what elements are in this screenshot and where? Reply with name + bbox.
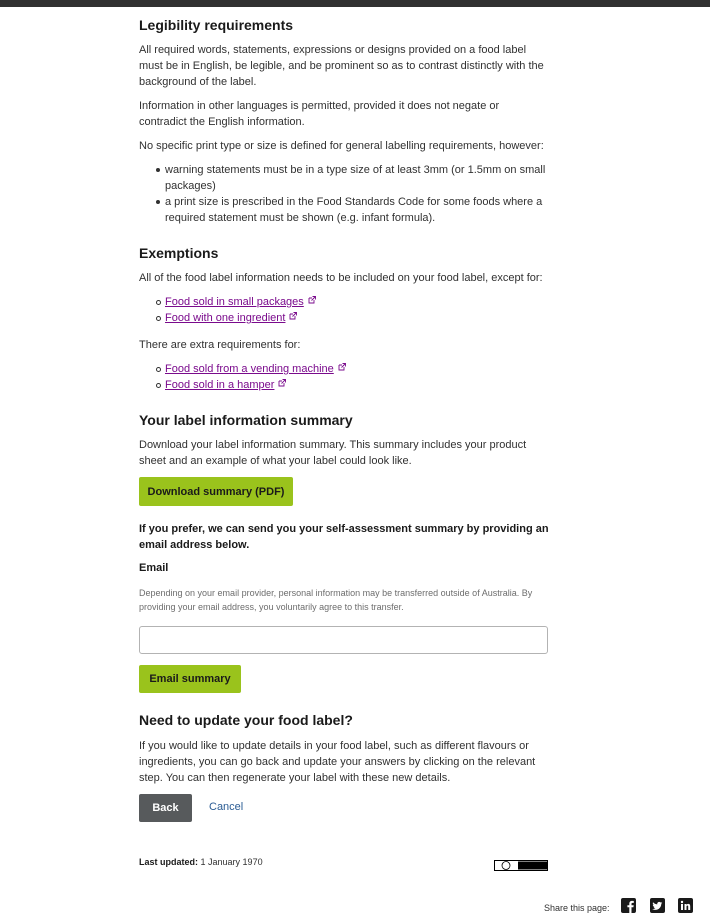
email-summary-button[interactable]: Email summary: [139, 665, 241, 693]
email-prefer-text: If you prefer, we can send you your self-assessment summary by providing an email address below.: [139, 523, 549, 551]
legibility-paragraph-3: No specific print type or size is defined for general labelling requirements, however:: [139, 140, 544, 152]
list-item: [139, 310, 549, 326]
list-item: [139, 294, 549, 310]
email-hint: Depending on your email provider, personal information may be transferred outside of Australia. By providing your email address, you voluntarily agree to this transfer.: [139, 588, 533, 612]
last-updated-date: 1 January 1970: [200, 857, 263, 867]
link-hamper[interactable]: Food sold in a hamper: [165, 379, 275, 391]
share-label: Share this page:: [544, 903, 610, 913]
external-link-icon: [308, 296, 316, 304]
last-updated: [139, 857, 263, 867]
legibility-heading: Legibility requirements: [139, 17, 294, 33]
top-bar: [0, 0, 710, 7]
list-item: [139, 377, 549, 393]
back-button[interactable]: Back: [139, 794, 192, 822]
extra-requirements-link-list: [139, 361, 549, 393]
legibility-paragraph-2: Information in other languages is permitted, provided it does not negate or contradict the English information.: [139, 100, 500, 128]
link-small-packages[interactable]: Food sold in small packages: [165, 296, 304, 308]
external-link-icon: [338, 363, 346, 371]
summary-heading: Your label information summary: [139, 412, 353, 428]
link-vending-machine[interactable]: Food sold from a vending machine: [165, 363, 334, 375]
download-summary-button[interactable]: Download summary (PDF): [139, 477, 293, 506]
last-updated-label: Last updated:: [139, 857, 199, 867]
legibility-list: [139, 162, 549, 226]
linkedin-icon[interactable]: [678, 898, 693, 913]
exemptions-intro: All of the food label information needs to be included on your food label, except for:: [139, 272, 543, 284]
list-item: a print size is prescribed in the Food Standards Code for some foods where a required statement must be shown (e.g. infant formula).: [139, 194, 549, 226]
facebook-icon[interactable]: [621, 898, 636, 913]
external-link-icon: [278, 379, 286, 387]
external-link-icon: [289, 312, 297, 320]
exemptions-link-list: [139, 294, 549, 326]
email-input[interactable]: [139, 626, 548, 654]
cancel-link[interactable]: Cancel: [209, 801, 244, 813]
summary-text: Download your label information summary. This summary includes your product sheet and an example of what your label could look like.: [139, 439, 527, 467]
update-heading: Need to update your food label?: [139, 712, 353, 728]
cc-by-license-badge[interactable]: [494, 858, 548, 869]
exemptions-heading: Exemptions: [139, 245, 219, 261]
list-item: [139, 361, 549, 377]
share-bar: [544, 898, 704, 916]
list-item: warning statements must be in a type size of at least 3mm (or 1.5mm on small packages): [139, 162, 549, 194]
legibility-paragraph-1: All required words, statements, expressions or designs provided on a food label must be in English, be legible, and be prominent so as to contrast distinctly with the background of the label.: [139, 44, 544, 88]
update-text: If you would like to update details in your food label, such as different flavours or ingredients, you can go back and update your answers by clicking on the relevant step. You can then regenerate your label with these new details.: [139, 740, 536, 784]
cc-license-icon: [494, 860, 548, 871]
extra-requirements-intro: There are extra requirements for:: [139, 339, 301, 351]
twitter-icon[interactable]: [650, 898, 665, 913]
email-label: Email: [139, 562, 169, 574]
link-one-ingredient[interactable]: Food with one ingredient: [165, 312, 286, 324]
